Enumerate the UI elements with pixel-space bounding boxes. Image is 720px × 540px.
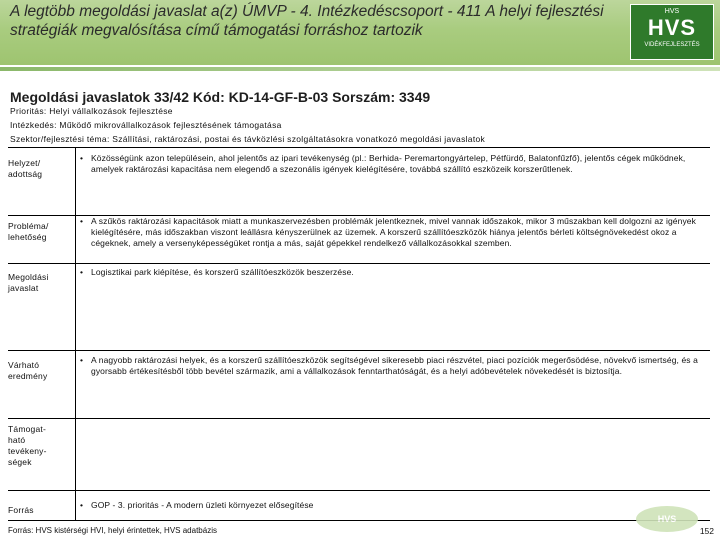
- row-content: Közösségünk azon településein, ahol jelentős az ipari tevékenység (pl.: Berhida- Peremartongyártelep, Pétfürdő, Balatonfűzfő), jelentős cégek működnek, amelyek raktározási kapacitása nem elegendő a szezonális igények kielégítésére, továbbá szállító eszközeik korszerűtlenek.: [91, 153, 686, 174]
- logo-text: HVS: [647, 15, 697, 40]
- row-label-tamogathato: Támogat- ható tevékeny- ségek: [8, 424, 47, 467]
- page-number: 152: [699, 526, 714, 536]
- footer-logo: HVS: [636, 506, 698, 532]
- row-divider: [8, 418, 710, 419]
- bullet: •: [80, 500, 84, 510]
- table-top-border: [8, 147, 710, 148]
- table-bottom-border: [8, 520, 710, 521]
- row-text-problema: [80, 216, 706, 249]
- row-content: A nagyobb raktározási helyek, és a korszerű szállítóeszközök segítségével sikeresebb piaci részvétel, piaci pozíciók megerősödése, növekvő ismertség, és a gyorsabb értékesítésből több bevétel származik, ami a vállalkozások fenntarthatóságát, és a helyi adóbevételek növekedését is biztosítja.: [91, 355, 698, 376]
- row-divider: [8, 350, 710, 351]
- row-label-helyzet: Helyzet/ adottság: [8, 158, 43, 179]
- measure-line: Intézkedés: Működő mikrovállalkozások fejlesztésének támogatása: [10, 120, 282, 130]
- row-text-eredmeny: [80, 355, 706, 377]
- bullet: •: [80, 267, 84, 277]
- bullet: •: [80, 355, 84, 365]
- row-divider: [8, 263, 710, 264]
- header-divider: [0, 67, 720, 71]
- header-banner: [0, 0, 720, 65]
- row-label-eredmeny: Várható eredmény: [8, 360, 48, 381]
- row-text-helyzet: [80, 153, 706, 175]
- logo-emblem: HVS: [664, 8, 680, 15]
- bullet: •: [80, 216, 84, 226]
- priority-line: Prioritás: Helyi vállalkozások fejlesztése: [10, 106, 173, 116]
- source-note: Forrás: HVS kistérségi HVI, helyi érintettek, HVS adatbázis: [8, 526, 217, 535]
- row-label-megoldas: Megoldási javaslat: [8, 272, 49, 293]
- row-label-problema: Probléma/ lehetőség: [8, 221, 49, 242]
- column-divider: [75, 147, 76, 520]
- logo-subtitle: VIDÉKFEJLESZTÉS: [644, 42, 700, 48]
- row-text-megoldas: [80, 267, 706, 278]
- row-text-forras: [80, 500, 706, 511]
- row-divider: [8, 490, 710, 491]
- bullet: •: [80, 153, 84, 163]
- row-label-forras: Forrás: [8, 505, 34, 515]
- row-content: Logisztikai park kiépítése, és korszerű szállítóeszközök beszerzése.: [91, 267, 354, 277]
- hvs-logo: [630, 4, 714, 60]
- header-title: A legtöbb megoldási javaslat a(z) ÚMVP - 4. Intézkedéscsoport - 411 A helyi fejlesztési stratégiák megvalósítása című támogatási forráshoz tartozik: [10, 3, 604, 39]
- row-content: A szűkös raktározási kapacitások miatt a munkaszervezésben problémák jelentkeznek, mivel vannak időszakok, mikor 3 műszakban kell dolgozni az igények kielégítésére, más időszakban viszont leállásra kényszerülnek az üzemek. A korszerű szállítóeszközök hiánya jelentős bérleti költségnövekedést okoz a cégeknek, amely a versenyképességüket rontja a más, saját gépekkel rendelkező vállalkozásokkal szemben.: [91, 216, 696, 248]
- page-title: Megoldási javaslatok 33/42 Kód: KD-14-GF-B-03 Sorszám: 3349: [10, 89, 431, 105]
- sector-line: Szektor/fejlesztési téma: Szállítási, raktározási, postai és távközlési szolgáltatásokra vonatkozó megoldási javaslatok: [10, 134, 486, 144]
- row-content: GOP - 3. prioritás - A modern üzleti környezet elősegítése: [91, 500, 314, 510]
